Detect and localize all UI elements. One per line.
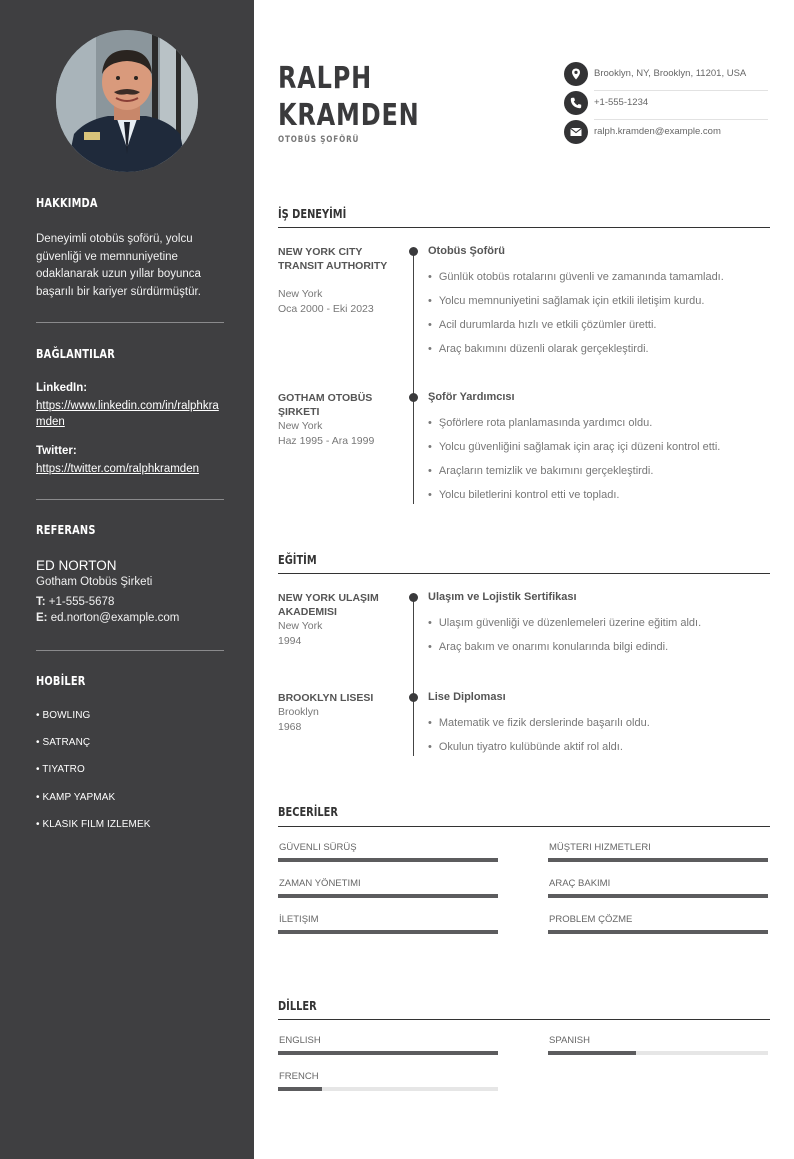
sidebar-divider (36, 322, 224, 323)
linkedin-link[interactable]: https://www.linkedin.com/in/ralphkramden (36, 400, 219, 428)
skill-bar-fill (278, 858, 498, 862)
section-rule (278, 573, 770, 574)
experience-bullet: • Araç bakımını düzenli olarak gerçekleştirdi. (428, 343, 649, 355)
languages-heading: DİLLER (278, 999, 317, 1013)
experience-organization: GOTHAM OTOBÜS ŞIRKETI (278, 392, 373, 418)
education-bullet: • Araç bakım ve onarımı konularında bilgi edindi. (428, 641, 668, 653)
skill-bar-fill (548, 858, 768, 862)
education-location: Brooklyn (278, 706, 319, 718)
language-bar-track (278, 1087, 498, 1091)
skill-name: GÜVENLI SÜRÜŞ (279, 842, 357, 853)
skill-item (278, 842, 498, 864)
timeline-dot (409, 393, 418, 402)
skill-item (548, 878, 768, 900)
experience-bullet: • Acil durumlarda hızlı ve etkili çözümler üretti. (428, 319, 657, 331)
language-bar-fill (548, 1051, 636, 1055)
skill-item (278, 914, 498, 936)
education-degree: Ulaşım ve Lojistik Sertifikası (428, 591, 577, 603)
experience-dates: Oca 2000 - Eki 2023 (278, 303, 374, 315)
twitter-label: Twitter: (36, 445, 77, 457)
skill-item (548, 914, 768, 936)
skill-item (548, 842, 768, 864)
experience-organization: NEW YORK CITY TRANSIT AUTHORITY (278, 246, 388, 272)
reference-email-value: ed.norton@example.com (50, 612, 180, 624)
skill-item (278, 878, 498, 900)
experience-bullet: • Şoförlere rota planlamasında yardımcı oldu. (428, 417, 652, 429)
language-bar-track (548, 1051, 768, 1055)
education-heading: EĞİTİM (278, 553, 317, 567)
experience-role: Otobüs Şoförü (428, 245, 505, 257)
language-name: SPANISH (549, 1035, 591, 1046)
hobby-item: • KLASIK FILM IZLEMEK (36, 819, 151, 830)
sidebar-divider (36, 650, 224, 651)
job-title: OTOBÜS ŞOFÖRÜ (278, 135, 360, 145)
timeline-line (413, 596, 414, 756)
links-heading: BAĞLANTILAR (36, 347, 115, 361)
name-first: RALPH (278, 61, 373, 96)
skill-bar-track (278, 894, 498, 898)
about-heading: HAKKIMDA (36, 196, 98, 210)
skills-heading: BECERİLER (278, 805, 338, 819)
experience-role: Şoför Yardımcısı (428, 391, 515, 403)
experience-bullet: • Yolcu güvenliğini sağlamak için araç içi düzeni kontrol etti. (428, 441, 720, 453)
experience-bullet: • Yolcu memnuniyetini sağlamak için etkili iletişim kurdu. (428, 295, 704, 307)
timeline-dot (409, 593, 418, 602)
reference-heading: REFERANS (36, 523, 96, 537)
skill-bar-fill (278, 930, 498, 934)
phone-icon (564, 91, 588, 115)
about-text: Deneyimli otobüs şoförü, yolcu güvenliği ve memnuniyetine odaklanarak uzun yıllar boyunca başarılı bir kariyer sürdürmüştür. (36, 233, 201, 298)
sidebar (0, 0, 254, 1159)
experience-location: New York (278, 420, 323, 432)
language-item (278, 1035, 498, 1057)
experience-bullet: • Yolcu biletlerini kontrol etti ve topladı. (428, 489, 619, 501)
reference-phone-value: +1-555-5678 (48, 596, 115, 608)
education-bullet: • Ulaşım güvenliği ve düzenlemeleri üzerine eğitim aldı. (428, 617, 701, 629)
language-item (548, 1035, 768, 1057)
contact-address (564, 61, 768, 89)
reference-name: ED NORTON (36, 558, 117, 573)
skill-bar-track (278, 858, 498, 862)
education-location: New York (278, 620, 323, 632)
reference-email (36, 612, 179, 624)
timeline-line (413, 250, 414, 504)
section-rule (278, 1019, 770, 1020)
skill-name: ARAÇ BAKIMI (549, 878, 611, 889)
skill-bar-track (278, 930, 498, 934)
name-last: KRAMDEN (278, 98, 420, 133)
envelope-icon (564, 120, 588, 144)
language-name: ENGLISH (279, 1035, 321, 1046)
candidate-name (278, 60, 420, 134)
reference-company: Gotham Otobüs Şirketi (36, 576, 153, 588)
contact-email (564, 119, 768, 147)
skill-bar-fill (278, 894, 498, 898)
linkedin-label: LinkedIn: (36, 382, 88, 394)
skill-name: İLETIŞIM (279, 914, 319, 925)
location-pin-icon (564, 62, 588, 86)
education-dates: 1968 (278, 721, 302, 733)
language-item (278, 1071, 498, 1093)
education-bullet: • Okulun tiyatro kulübünde aktif rol aldı. (428, 741, 623, 753)
profile-photo (56, 30, 198, 172)
hobby-item: • SATRANÇ (36, 737, 91, 748)
hobby-item: • KAMP YAPMAK (36, 792, 116, 803)
skill-name: ZAMAN YÖNETIMI (279, 878, 361, 889)
education-degree: Lise Diploması (428, 691, 506, 703)
skill-name: MÜŞTERI HIZMETLERI (549, 842, 651, 853)
section-rule (278, 826, 770, 827)
experience-location: New York (278, 288, 323, 300)
language-bar-track (278, 1051, 498, 1055)
education-institution: BROOKLYN LISESI (278, 692, 374, 704)
contact-email-text[interactable]: ralph.kramden@example.com (594, 126, 721, 137)
hobby-item: • TIYATRO (36, 764, 85, 775)
experience-dates: Haz 1995 - Ara 1999 (278, 435, 375, 447)
reference-phone-label: T: (36, 596, 46, 608)
language-name: FRENCH (279, 1071, 319, 1082)
timeline-dot (409, 693, 418, 702)
reference-email-label: E: (36, 612, 48, 624)
twitter-link[interactable]: https://twitter.com/ralphkramden (36, 463, 199, 475)
contact-phone (564, 90, 768, 118)
contact-phone-text: +1-555-1234 (594, 97, 649, 108)
timeline-dot (409, 247, 418, 256)
experience-heading: İŞ DENEYİMİ (278, 207, 347, 221)
education-institution: NEW YORK ULAŞIM AKADEMISI (278, 592, 379, 618)
skill-bar-track (548, 930, 768, 934)
reference-phone (36, 596, 114, 608)
hobbies-heading: HOBİLER (36, 674, 86, 688)
language-bar-fill (278, 1087, 322, 1091)
experience-bullet: • Araçların temizlik ve bakımını gerçekleştirdi. (428, 465, 653, 477)
education-bullet: • Matematik ve fizik derslerinde başarılı oldu. (428, 717, 650, 729)
experience-bullet: • Günlük otobüs rotalarını güvenli ve zamanında tamamladı. (428, 271, 724, 283)
sidebar-divider (36, 499, 224, 500)
skill-bar-fill (548, 930, 768, 934)
language-bar-fill (278, 1051, 498, 1055)
contact-address-text: Brooklyn, NY, Brooklyn, 11201, USA (594, 68, 747, 79)
skill-bar-track (548, 858, 768, 862)
skill-bar-fill (548, 894, 768, 898)
driver-portrait-image (56, 30, 198, 172)
education-dates: 1994 (278, 635, 302, 647)
skill-name: PROBLEM ÇÖZME (549, 914, 633, 925)
section-rule (278, 227, 770, 228)
hobby-item: • BOWLING (36, 710, 91, 721)
skill-bar-track (548, 894, 768, 898)
